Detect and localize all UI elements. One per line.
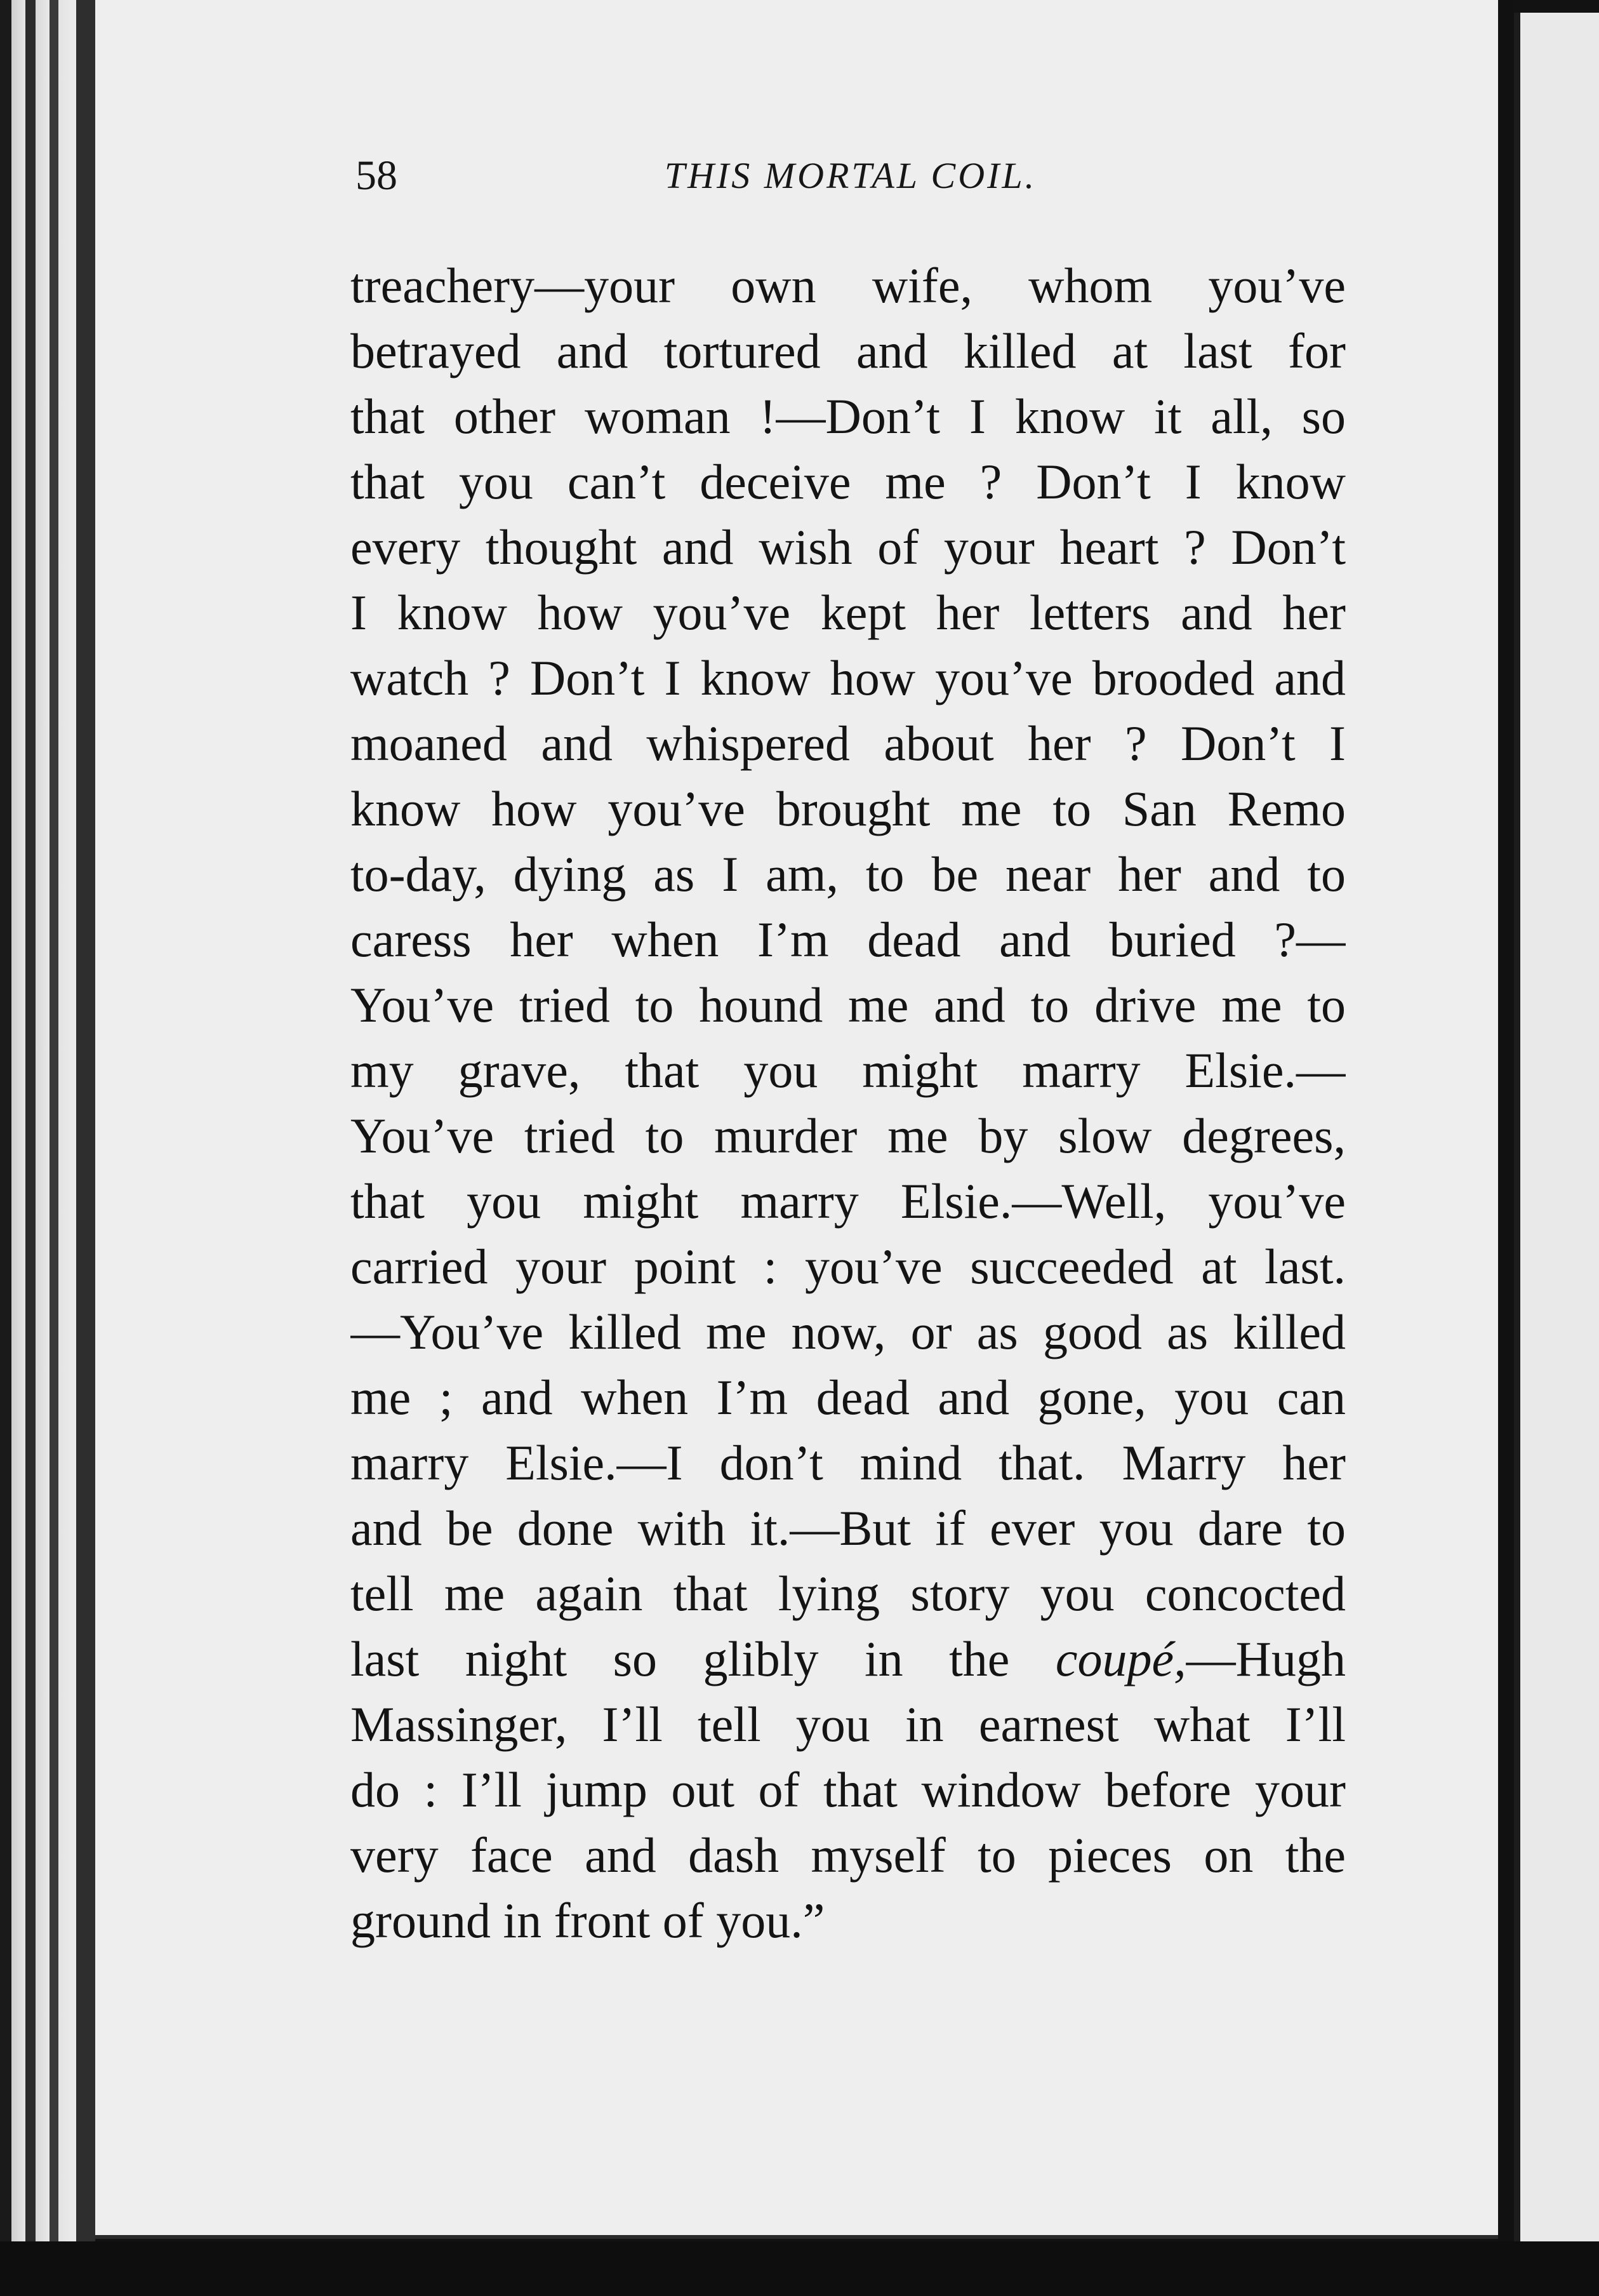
text-line: me ; and when I’m dead and gone, you can (350, 1370, 1346, 1425)
page-number: 58 (355, 152, 397, 199)
text-line: to-day, dying as I am, to be near her and to (350, 846, 1346, 902)
text-line: know how you’ve brought me to San Remo (350, 781, 1346, 836)
running-head: THIS MORTAL COIL. (664, 155, 1037, 196)
text-line: watch ? Don’t I know how you’ve brooded and (350, 650, 1346, 705)
text-line: —You’ve killed me now, or as good as killed (350, 1304, 1346, 1359)
book-left-edge (0, 0, 95, 2241)
scan-bottom-band (0, 2241, 1599, 2296)
text-line: that other woman !—Don’t I know it all, so (350, 389, 1346, 444)
page-header (355, 147, 1346, 204)
text-line-with-italic (350, 1626, 1346, 1692)
text-line: caress her when I’m dead and buried ?— (350, 912, 1346, 967)
text-line: moaned and whispered about her ? Don’t I (350, 716, 1346, 771)
text-line: do : I’ll jump out of that window before your (350, 1762, 1346, 1817)
italic-word: coupé, (1055, 1631, 1186, 1686)
text-line: and be done with it.—But if ever you dare to (350, 1500, 1346, 1556)
text-line: You’ve tried to murder me by slow degrees, (350, 1108, 1346, 1163)
text-line: very face and dash myself to pieces on the (350, 1827, 1346, 1883)
text-line: You’ve tried to hound me and to drive me to (350, 977, 1346, 1032)
text-line: treachery—your own wife, whom you’ve (350, 258, 1346, 313)
text-line: that you might marry Elsie.—Well, you’ve (350, 1173, 1346, 1229)
last-text-line: ground in front of you.” (350, 1893, 825, 1948)
body-text (350, 253, 1346, 1953)
text-line: I know how you’ve kept her letters and her (350, 585, 1346, 640)
text-line: tell me again that lying story you concocted (350, 1566, 1346, 1621)
text-segment: —Hugh (1186, 1631, 1346, 1686)
text-line: that you can’t deceive me ? Don’t I know (350, 454, 1346, 509)
text-line: marry Elsie.—I don’t mind that. Marry her (350, 1435, 1346, 1490)
text-line: Massinger, I’ll tell you in earnest what I’ll (350, 1697, 1346, 1752)
text-line: every thought and wish of your heart ? Don’t (350, 519, 1346, 575)
text-segment: last night so glibly in the (350, 1631, 1010, 1686)
text-line: my grave, that you might marry Elsie.— (350, 1043, 1346, 1098)
text-line: carried your point : you’ve succeeded at last. (350, 1239, 1346, 1294)
book-gutter (1498, 0, 1514, 2296)
text-line: betrayed and tortured and killed at last for (350, 323, 1346, 378)
facing-page-edge (1514, 13, 1599, 2248)
